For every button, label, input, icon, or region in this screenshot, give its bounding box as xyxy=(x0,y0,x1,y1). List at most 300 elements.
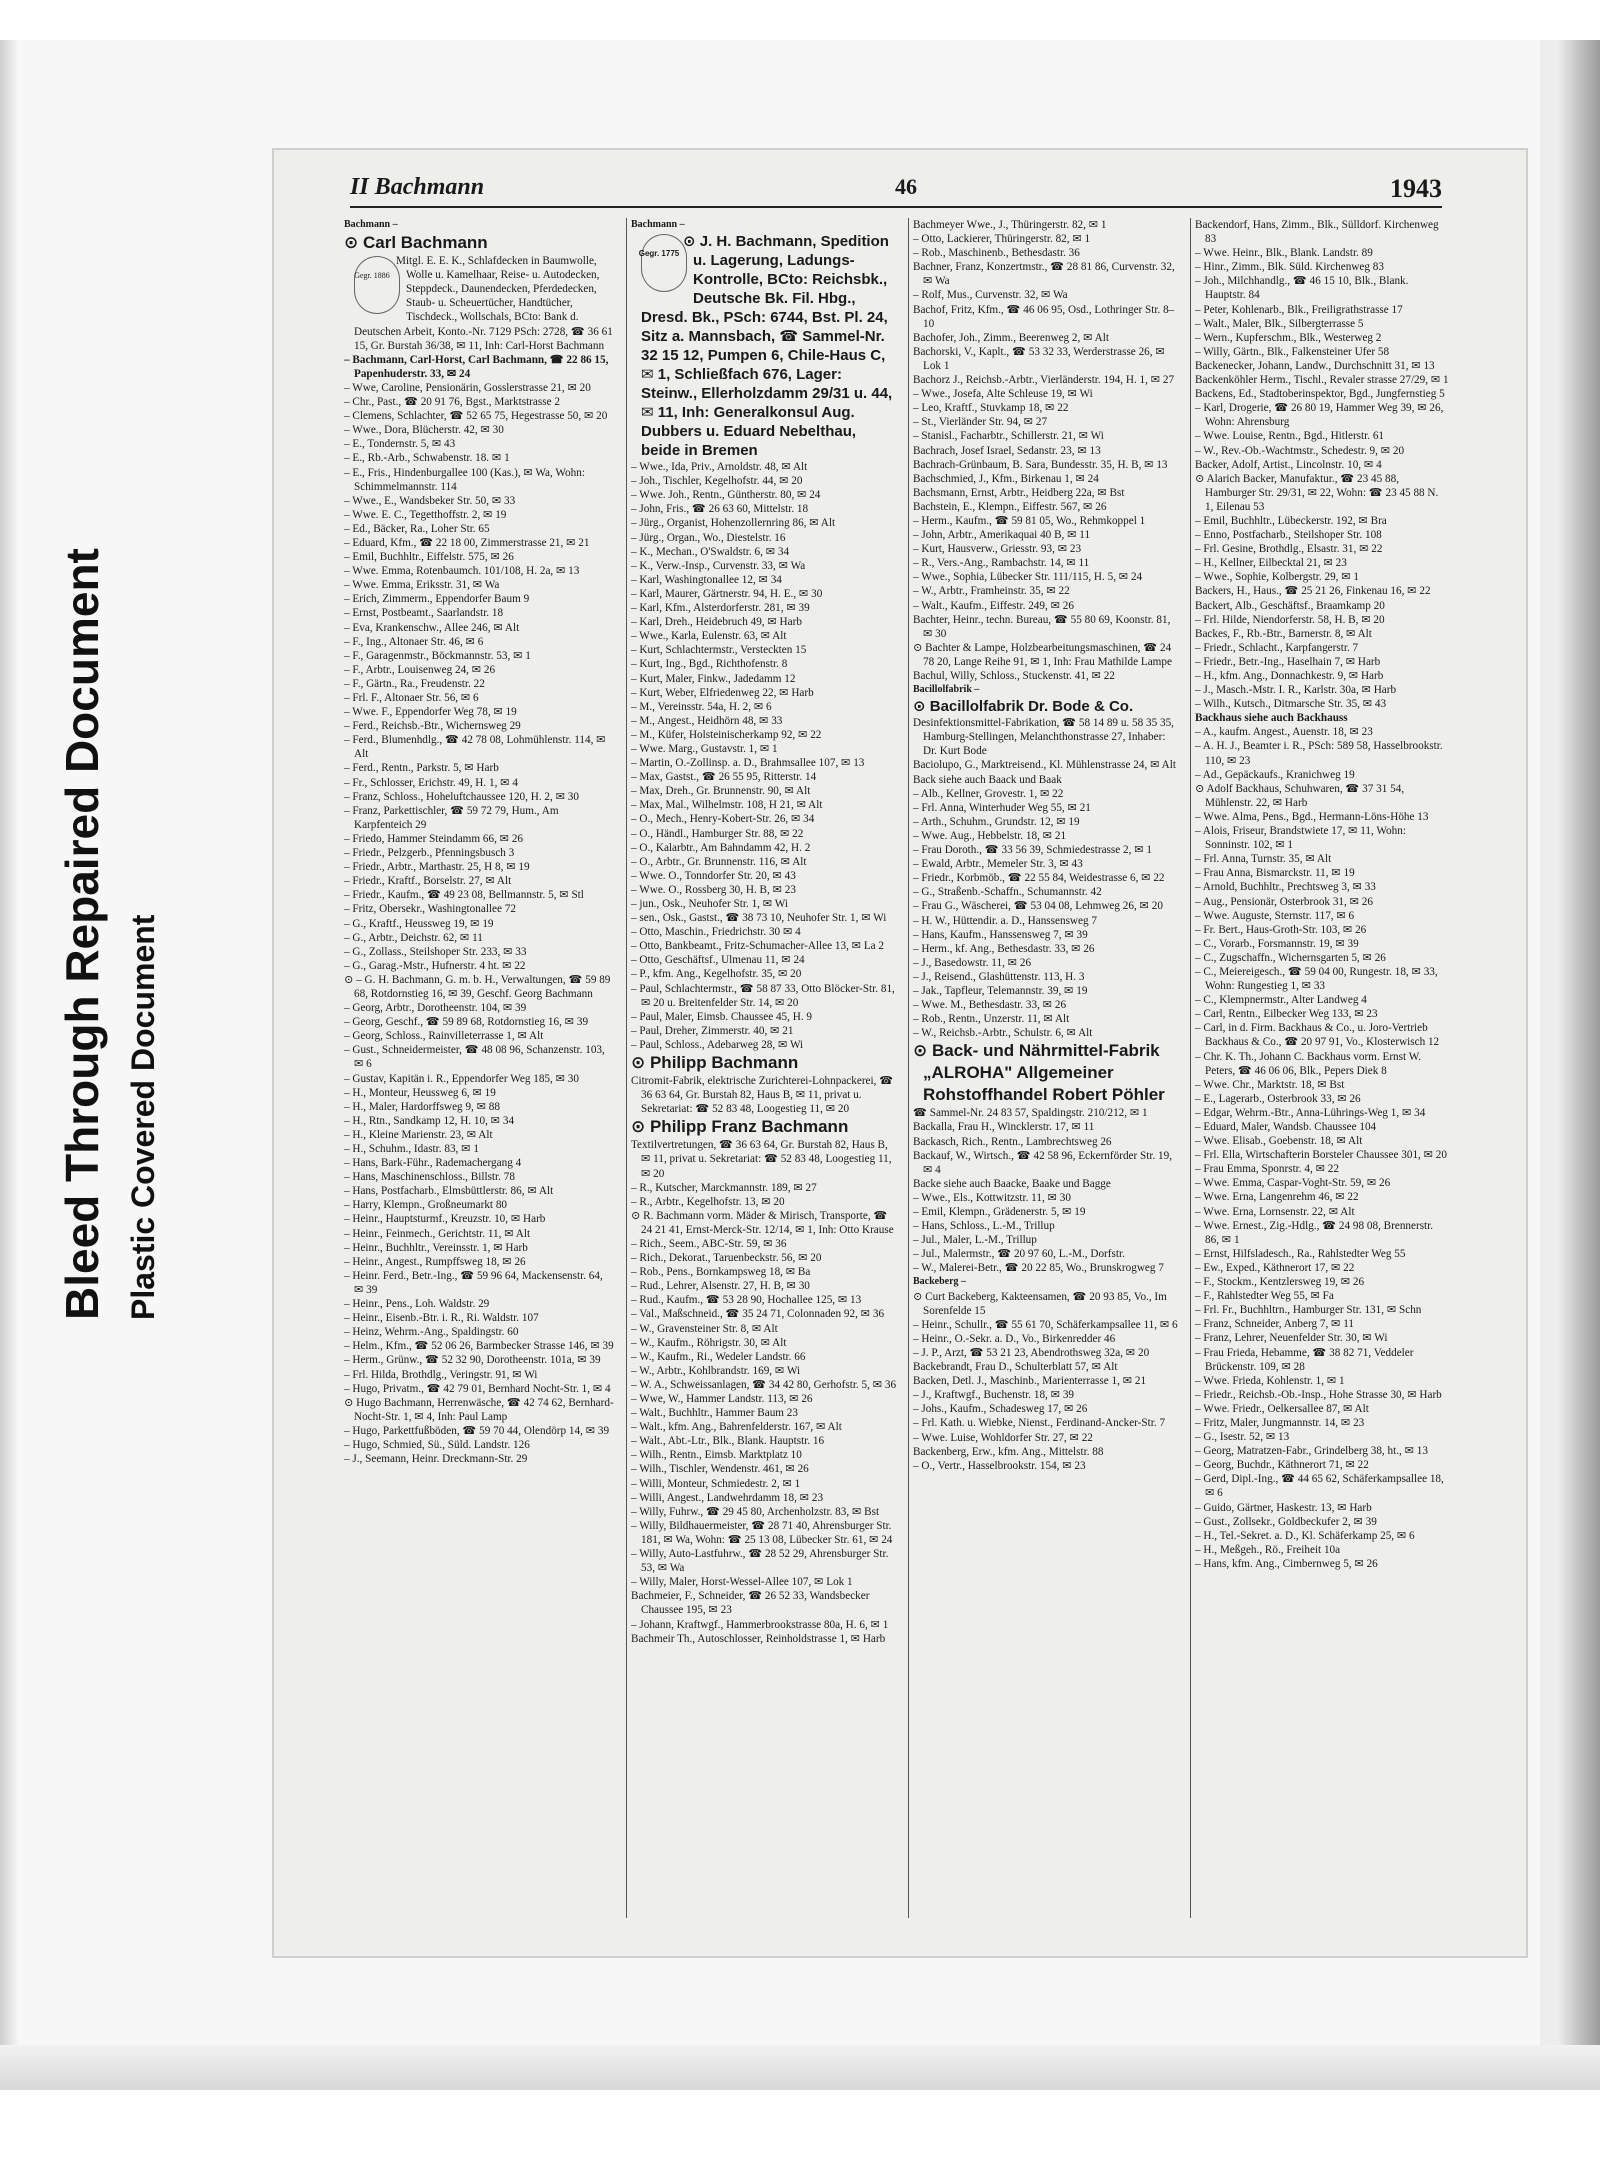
page-number: 46 xyxy=(895,174,917,199)
entry-text: – R., Vers.-Ang., Rambachstr. 14, ✉ 11 xyxy=(913,557,1090,570)
entry-text: – Arth., Schuhm., Grundstr. 12, ✉ 19 xyxy=(913,815,1080,828)
entry-text: – Chr. K. Th., Johann C. Backhaus vorm. Ernst W. Peters, ☎ 46 06 06, Blk., Pepers Diek 8 xyxy=(1195,1050,1422,1077)
entry-text: ⊙ Bachter & Lampe, Holzbearbeitungsmaschinen, ☎ 24 78 20, Lange Reihe 91, ✉ 1, Inh: Frau Mathilde Lampe xyxy=(913,641,1172,668)
directory-entry xyxy=(1195,1092,1449,1106)
directory-entry xyxy=(913,401,1179,415)
entry-text: – E., Rb.-Arb., Schwabenstr. 18. ✉ 1 xyxy=(344,452,510,465)
directory-entry xyxy=(913,669,1179,683)
entry-text: – Frl. Hilda, Brothdlg., Veringstr. 91, ✉ Wi xyxy=(344,1368,538,1381)
directory-entry xyxy=(1195,1106,1449,1120)
directory-entry xyxy=(913,899,1179,913)
directory-entry xyxy=(631,1547,897,1575)
directory-entry xyxy=(913,613,1179,641)
directory-entry xyxy=(913,942,1179,956)
directory-entry xyxy=(344,635,614,649)
entry-text: – Jul., Maler, L.-M., Trillup xyxy=(913,1234,1037,1247)
directory-entry xyxy=(344,1128,614,1142)
entry-text: ⊙ Curt Backeberg, Kakteensamen, ☎ 20 93 85, Vo., Im Sorenfelde 15 xyxy=(913,1290,1167,1317)
directory-entry xyxy=(344,232,614,254)
directory-entry xyxy=(344,1212,614,1226)
entry-text: – Fr. Bert., Haus-Groth-Str. 103, ✉ 26 xyxy=(1195,923,1367,936)
directory-entry xyxy=(1195,1219,1449,1247)
directory-entry xyxy=(1195,1148,1449,1162)
directory-entry xyxy=(1195,1402,1449,1416)
entry-text: – Franz, Schloss., Hoheluftchaussee 120, H. 2, ✉ 30 xyxy=(344,790,579,803)
directory-entry xyxy=(631,1505,897,1519)
directory-entry xyxy=(344,1424,614,1438)
directory-entry xyxy=(631,855,897,869)
entry-text: – H., Monteur, Heussweg 6, ✉ 19 xyxy=(344,1086,496,1099)
directory-entry xyxy=(913,542,1179,556)
directory-entry xyxy=(344,621,614,635)
directory-entry xyxy=(1195,1543,1449,1557)
directory-entry xyxy=(631,1392,897,1406)
scan-edge-right xyxy=(1540,40,1600,2090)
entry-text: – P., kfm. Ang., Kegelhofstr. 35, ✉ 20 xyxy=(631,968,802,981)
entry-text: – Clemens, Schlachter, ☎ 52 65 75, Hegestrasse 50, ✉ 20 xyxy=(344,410,608,423)
entry-text: ⊙ Back- und Nährmittel-Fabrik „ALROHA" Allgemeiner Rohstoffhandel Robert Pöhler xyxy=(913,1041,1165,1105)
entry-text: – John, Arbtr., Amerikaquai 40 B, ✉ 11 xyxy=(913,529,1091,542)
directory-entry xyxy=(1195,1331,1449,1345)
directory-entry xyxy=(344,902,614,916)
directory-entry xyxy=(344,466,614,494)
directory-entry xyxy=(631,897,897,911)
entry-text: – H., Schuhm., Idastr. 83, ✉ 1 xyxy=(344,1143,479,1155)
directory-entry xyxy=(913,1431,1179,1445)
entry-text: – Emil, Buchhltr., Lübeckerstr. 192, ✉ Bra xyxy=(1195,514,1387,527)
entry-text: Back siehe auch Baack und Baak xyxy=(913,773,1062,786)
entry-text: – Friedr., Schlacht., Karpfangerstr. 7 xyxy=(1195,641,1359,654)
directory-entry xyxy=(1195,824,1449,852)
entry-text: Backe siehe auch Baacke, Baake und Bagge xyxy=(913,1177,1111,1190)
directory-entry xyxy=(631,728,897,742)
entry-text: – Willi, Angest., Landwehrdamm 18, ✉ 23 xyxy=(631,1491,824,1504)
entry-text: – Johs., Kaufm., Schadesweg 17, ✉ 26 xyxy=(913,1403,1088,1416)
entry-text: – Hans, Bark-Führ., Rademachergang 4 xyxy=(344,1157,522,1170)
entry-text: – Wwe. Ernest., Zig.-Hdlg., ☎ 24 98 08, Brennerstr. 86, ✉ 1 xyxy=(1195,1219,1434,1246)
directory-entry xyxy=(631,1519,897,1547)
directory-entry xyxy=(1195,345,1449,359)
directory-entry xyxy=(344,1072,614,1086)
directory-entry xyxy=(913,500,1179,514)
directory-entry xyxy=(344,437,614,451)
entry-text: – F., Arbtr., Louisenweg 24, ✉ 26 xyxy=(344,663,496,676)
entry-text: – Friedr., Pelzgerb., Pfenningsbusch 3 xyxy=(344,847,515,860)
directory-entry xyxy=(1195,1472,1449,1500)
directory-entry xyxy=(344,409,614,423)
entry-text: – Frl. Kath. u. Wiebke, Nienst., Ferdinand-Ancker-Str. 7 xyxy=(913,1417,1166,1430)
entry-text: – Rob., Rentn., Unzerstr. 11, ✉ Alt xyxy=(913,1013,1070,1026)
directory-entry xyxy=(1195,1515,1449,1529)
directory-entry xyxy=(1195,1134,1449,1148)
entry-text: – Guido, Gärtner, Haskestr. 13, ✉ Harb xyxy=(1195,1501,1372,1514)
entry-text: – Frl. Hilde, Niendorferstr. 58, H. B, ✉ 20 xyxy=(1195,613,1385,626)
directory-entry xyxy=(344,874,614,888)
entry-text: – C., Zugschaffn., Wichernsgarten 5, ✉ 26 xyxy=(1195,951,1386,964)
entry-text: – J. P., Arzt, ☎ 53 21 23, Abendrothsweg 32a, ✉ 20 xyxy=(913,1346,1150,1359)
entry-text: – Kurt, Ing., Bgd., Richthofenstr. 8 xyxy=(631,658,788,671)
entry-text: – Enno, Postfacharb., Steilshoper Str. 108 xyxy=(1195,529,1382,542)
entry-text: – Karl, Maurer, Gärtnerstr. 94, H. E., ✉ 30 xyxy=(631,587,823,600)
directory-entry xyxy=(913,303,1179,331)
directory-entry xyxy=(631,1251,897,1265)
directory-entry xyxy=(631,573,897,587)
entry-text: – G., Isestr. 52, ✉ 13 xyxy=(1195,1431,1290,1444)
directory-entry xyxy=(344,888,614,902)
entry-text: – Hugo, Privatm., ☎ 42 79 01, Bernhard Nocht-Str. 1, ✉ 4 xyxy=(344,1382,611,1395)
entry-text: – Rich., Dekorat., Taruenbeckstr. 56, ✉ 20 xyxy=(631,1252,822,1265)
entry-text: – Kurt, Maler, Finkw., Jadedamm 12 xyxy=(631,672,796,685)
entry-text: – Aug., Pensionär, Osterbrook 31, ✉ 26 xyxy=(1195,895,1373,908)
entry-text: – Val., Maßschneid., ☎ 35 24 71, Colonnaden 92, ✉ 36 xyxy=(631,1308,885,1321)
entry-text: – Friedr., Kraftf., Borselstr. 27, ✉ Alt xyxy=(344,875,512,888)
entry-text: Bachschmied, J., Kfm., Birkenau 1, ✉ 24 xyxy=(913,472,1099,485)
directory-entry xyxy=(631,531,897,545)
entry-text: – Herm., Grünw., ☎ 52 32 90, Dorotheenstr. 101a, ✉ 39 xyxy=(344,1354,601,1367)
directory-entry xyxy=(1195,1120,1449,1134)
directory-entry xyxy=(631,939,897,953)
entry-text: – Hugo, Parkettfußböden, ☎ 59 70 44, Olendörp 14, ✉ 39 xyxy=(344,1424,610,1437)
entry-text: – Fritz, Maler, Jungmannstr. 14, ✉ 23 xyxy=(1195,1416,1365,1429)
entry-text: – Frau Doroth., ☎ 33 56 39, Schmiedestrasse 2, ✉ 1 xyxy=(913,844,1152,857)
directory-entry xyxy=(913,458,1179,472)
entry-text: – W., Reichsb.-Arbtr., Schulstr. 6, ✉ Alt xyxy=(913,1027,1093,1040)
entry-text: ⊙ Carl Bachmann xyxy=(344,233,488,253)
directory-entry xyxy=(631,1406,897,1420)
entry-text: Citromit-Fabrik, elektrische Zurichterei-Lohnpackerei, ☎ 36 63 64, Gr. Burstah 82, Haus B, ✉ 11, privat u. Sekretariat: ☎ 52 83 48, Loogestieg 11, ✉ 20 xyxy=(631,1075,894,1116)
entry-text: Bachmann – xyxy=(631,219,685,230)
entry-text: – Heinr., Eisenb.-Btr. i. R., Ri. Waldstr. 107 xyxy=(344,1312,539,1325)
entry-text: – Frau Anna, Bismarckstr. 11, ✉ 19 xyxy=(1195,867,1355,880)
directory-entry xyxy=(1195,923,1449,937)
directory-entry xyxy=(344,1227,614,1241)
entry-text: Backenköhler Herm., Tischl., Revaler strasse 27/29, ✉ 1 xyxy=(1195,374,1449,387)
entry-text: – Friedr., Korbmöb., ☎ 22 55 84, Weidestrasse 6, ✉ 22 xyxy=(913,872,1165,885)
directory-entry xyxy=(344,776,614,790)
entry-text: – J., Basedowstr. 11, ✉ 26 xyxy=(913,956,1032,969)
directory-entry xyxy=(913,288,1179,302)
entry-text: – M., Küfer, Holsteinischerkamp 92, ✉ 22 xyxy=(631,728,822,741)
entry-text: – Joh., Tischler, Kegelhofstr. 44, ✉ 20 xyxy=(631,475,803,488)
entry-text: – E., Lagerarb., Osterbrook 33, ✉ 26 xyxy=(1195,1092,1361,1105)
directory-entry xyxy=(913,415,1179,429)
entry-text: – Paul, Dreher, Zimmerstr. 40, ✉ 21 xyxy=(631,1024,794,1037)
entry-text: – Wwe., Sophie, Kolbergstr. 29, ✉ 1 xyxy=(1195,571,1360,584)
entry-text: – Gerd, Dipl.-Ing., ☎ 44 65 62, Schäferkampsallee 18, ✉ 6 xyxy=(1195,1473,1444,1500)
entry-text: Backendorf, Hans, Zimm., Blk., Sülldorf. Kirchenweg 83 xyxy=(1195,219,1439,246)
directory-entry xyxy=(913,1149,1179,1177)
directory-entry xyxy=(1195,1303,1449,1317)
directory-entry xyxy=(1195,711,1449,725)
entry-text: – Alois, Friseur, Brandstwiete 17, ✉ 11, Wohn: Sonninstr. 102, ✉ 1 xyxy=(1195,825,1406,852)
directory-entry xyxy=(913,1402,1179,1416)
directory-entry xyxy=(913,1205,1179,1219)
entry-text: – W. A., Schweissanlagen, ☎ 34 42 80, Gerhofstr. 5, ✉ 36 xyxy=(631,1378,897,1391)
entry-text: – H., Kellner, Eilbecktal 21, ✉ 23 xyxy=(1195,557,1347,570)
directory-entry xyxy=(631,1618,897,1632)
directory-entry xyxy=(344,1043,614,1071)
entry-text: – Wwe. F., Eppendorfer Weg 78, ✉ 19 xyxy=(344,706,517,719)
firm-seal-icon: Gegr. 1886 xyxy=(354,256,400,314)
directory-entry xyxy=(913,246,1179,260)
entry-text: – K., Mechan., O'Swaldstr. 6, ✉ 34 xyxy=(631,545,790,558)
firm-seal-icon: Gegr. 1775 xyxy=(641,234,687,292)
directory-entry xyxy=(631,686,897,700)
entry-text: – sen., Osk., Gastst., ☎ 38 73 10, Neuhofer Str. 1, ✉ Wi xyxy=(631,912,887,925)
entry-text: – Heinz, Wehrm.-Ang., Spaldingstr. 60 xyxy=(344,1326,519,1339)
directory-entry xyxy=(1195,1416,1449,1430)
entry-text: – Erich, Zimmerm., Eppendorfer Baum 9 xyxy=(344,593,530,606)
plastic-covered-label: Plastic Covered Document xyxy=(125,914,161,1320)
directory-entry xyxy=(1195,1176,1449,1190)
directory-entry xyxy=(913,829,1179,843)
directory-entry xyxy=(631,1378,897,1392)
entry-text: – Walt., Abt.-Ltr., Blk., Blank. Hauptstr. 16 xyxy=(631,1435,825,1448)
entry-text: – Harry, Klempn., Großneumarkt 80 xyxy=(344,1199,508,1212)
directory-entry xyxy=(631,1336,897,1350)
entry-text: – Wwe. Erna, Langenrehm 46, ✉ 22 xyxy=(1195,1191,1359,1204)
entry-text: Bachsmann, Ernst, Arbtr., Heidberg 22a, ✉ Bst xyxy=(913,486,1125,499)
directory-entry xyxy=(1195,1346,1449,1374)
entry-text: – Ewald, Arbtr., Memeler Str. 3, ✉ 43 xyxy=(913,858,1083,871)
entry-text: – F., Stockm., Kentzlersweg 19, ✉ 26 xyxy=(1195,1276,1365,1289)
entry-text: ☎ Sammel-Nr. 24 83 57, Spaldingstr. 210/212, ✉ 1 xyxy=(913,1107,1148,1120)
entry-text: – Herm., Kaufm., ☎ 59 81 05, Wo., Rehmkoppel 1 xyxy=(913,514,1146,527)
directory-entry xyxy=(344,578,614,592)
entry-text: – Otto, Bankbeamt., Fritz-Schumacher-Allee 13, ✉ La 2 xyxy=(631,940,885,953)
entry-text: – Jul., Malermstr., ☎ 20 97 60, L.-M., Dorfstr. xyxy=(913,1248,1125,1261)
repaired-label: Repaired Document xyxy=(56,548,108,983)
entry-text: – Willy, Gärtn., Blk., Falkensteiner Ufer 58 xyxy=(1195,345,1390,358)
entry-text: – Walt., Buchhltr., Hammer Baum 23 xyxy=(631,1407,798,1420)
entry-text: – Edgar, Wehrm.-Btr., Anna-Lührings-Weg 1, ✉ 34 xyxy=(1195,1106,1426,1119)
directory-entry xyxy=(344,536,614,550)
entry-text: – Wwe. Erna, Lornsenstr. 22, ✉ Alt xyxy=(1195,1205,1355,1218)
entry-text: – Karl, Dreh., Heidebruch 49, ✉ Harb xyxy=(631,616,802,629)
directory-entry xyxy=(1195,317,1449,331)
entry-text: – Georg, Matratzen-Fabr., Grindelberg 38, ht., ✉ 13 xyxy=(1195,1445,1428,1458)
entry-text: – Frau G., Wäscherei, ☎ 53 04 08, Lehmweg 26, ✉ 20 xyxy=(913,900,1163,913)
entry-text: – Friedr., Arbtr., Marthastr. 25, H 8, ✉ 19 xyxy=(344,861,530,874)
directory-entry xyxy=(344,945,614,959)
directory-entry xyxy=(1195,542,1449,556)
page-header xyxy=(350,174,1442,208)
entry-text: – Wwe. Alma, Pens., Bgd., Hermann-Löns-Höhe 13 xyxy=(1195,810,1429,823)
entry-text: – Wwe. O., Rossberg 30, H. B, ✉ 23 xyxy=(631,883,796,896)
entry-text: – Hans, Postfacharb., Elmsbüttlerstr. 86, ✉ Alt xyxy=(344,1185,554,1198)
directory-entry xyxy=(344,254,614,353)
directory-entry xyxy=(344,1339,614,1353)
entry-text: – Karl, Kfm., Alsterdorferstr. 281, ✉ 39 xyxy=(631,602,810,615)
directory-entry xyxy=(913,956,1179,970)
entry-text: – Wwe. Emma, Rotenbaumch. 101/108, H. 2a, ✉ 13 xyxy=(344,565,580,578)
entry-text: – Paul, Schloss., Adebarweg 28, ✉ Wi xyxy=(631,1038,804,1051)
directory-entry xyxy=(631,812,897,826)
directory-entry xyxy=(913,528,1179,542)
directory-entry xyxy=(913,472,1179,486)
entry-text: – Wwe. Aug., Hebbelstr. 18, ✉ 21 xyxy=(913,829,1067,842)
entry-text: – J., Kraftwgf., Buchenstr. 18, ✉ 39 xyxy=(913,1389,1075,1402)
entry-text: – Wwe. Louise, Rentn., Bgd., Hitlerstr. 61 xyxy=(1195,430,1385,443)
entry-text: – Gust., Schneidermeister, ☎ 48 08 96, Schanzenstr. 103, ✉ 6 xyxy=(344,1044,605,1071)
entry-text: – Carl, in d. Firm. Backhaus & Co., u. Joro-Vertrieb Backhaus & Co., ☎ 20 97 91, Vo., Klosterwisch 12 xyxy=(1195,1022,1440,1049)
directory-entry xyxy=(1195,1007,1449,1021)
directory-entry xyxy=(344,1170,614,1184)
entry-text: Bachof, Fritz, Kfm., ☎ 46 06 95, Osd., Lothringer Str. 8–10 xyxy=(913,303,1175,330)
entry-text: – Franz, Parkettischler, ☎ 59 72 79, Hum., Am Karpfenteich 29 xyxy=(344,804,559,831)
directory-entry xyxy=(631,1024,897,1038)
entry-text: – Kurt, Weber, Elfriedenweg 22, ✉ Harb xyxy=(631,686,814,699)
directory-entry xyxy=(631,1307,897,1321)
entry-text: – Franz, Lehrer, Neuenfelder Str. 30, ✉ Wi xyxy=(1195,1332,1388,1345)
entry-text: – W., Arbtr., Framheinstr. 35, ✉ 22 xyxy=(913,585,1070,598)
entry-text: Backasch, Rich., Rentn., Lambrechtsweg 26 xyxy=(913,1135,1112,1148)
entry-text: – Frl. F., Altonaer Str. 56, ✉ 6 xyxy=(344,692,479,704)
entry-text: – Heinr., Buchhltr., Vereinsstr. 1, ✉ Harb xyxy=(344,1241,528,1254)
directory-entry xyxy=(1195,1289,1449,1303)
entry-text: – Heinr., Angest., Rumpffsweg 18, ✉ 26 xyxy=(344,1255,526,1268)
entry-text: – O., Mech., Henry-Kobert-Str. 26, ✉ 34 xyxy=(631,813,815,826)
entry-text: – Walt., kfm. Ang., Bahrenfelderstr. 167, ✉ Alt xyxy=(631,1421,842,1434)
entry-text: Backenecker, Johann, Landw., Durchschnitt 31, ✉ 13 xyxy=(1195,359,1435,372)
directory-entry xyxy=(631,460,897,474)
entry-text: – Wwe. Frieda, Kohlenstr. 1, ✉ 1 xyxy=(1195,1374,1345,1387)
entry-text: – A. H. J., Beamter i. R., PSch: 589 58, Hasselbrookstr. 110, ✉ 23 xyxy=(1195,740,1443,767)
entry-text: – O., Kalarbtr., Am Bahndamm 42, H. 2 xyxy=(631,841,811,854)
directory-entry xyxy=(631,1010,897,1024)
directory-entry xyxy=(631,643,897,657)
directory-entry xyxy=(344,649,614,663)
directory-entry xyxy=(913,758,1179,772)
entry-text: – Wwe., Karla, Eulenstr. 63, ✉ Alt xyxy=(631,630,787,643)
directory-entry xyxy=(1195,373,1449,387)
entry-text: – Wwe. Chr., Marktstr. 18, ✉ Bst xyxy=(1195,1078,1345,1091)
directory-entry xyxy=(1195,669,1449,683)
directory-entry xyxy=(913,387,1179,401)
entry-text: Bachmeier, F., Schneider, ☎ 26 52 33, Wandsbecker Chaussee 195, ✉ 23 xyxy=(631,1590,870,1617)
entry-text: Backens, Ed., Stadtoberinspektor, Bgd., Jungfernstieg 5 xyxy=(1195,388,1445,401)
entry-text: – Franz, Schneider, Anberg 7, ✉ 11 xyxy=(1195,1318,1354,1331)
directory-entry xyxy=(344,381,614,395)
entry-text: – Frl. Gesine, Brothdlg., Elsastr. 31, ✉ 22 xyxy=(1195,543,1383,556)
directory-entry xyxy=(1195,1501,1449,1515)
entry-text: – Frl. Fr., Buchhltrn., Hamburger Str. 131, ✉ Schn xyxy=(1195,1304,1422,1317)
entry-text: – Willy, Auto-Lastfuhrw., ☎ 28 52 29, Ahrensburger Str. 53, ✉ Wa xyxy=(631,1548,889,1575)
directory-entry xyxy=(1195,359,1449,373)
directory-entry xyxy=(913,1040,1179,1106)
entry-text: – Paul, Schlachtermstr., ☎ 58 87 33, Otto Blöcker-Str. 81, ✉ 20 u. Breitenfelder Str. 14, ✉ 20 xyxy=(631,982,895,1009)
entry-text: – O., Händl., Hamburger Str. 88, ✉ 22 xyxy=(631,827,804,840)
directory-entry xyxy=(344,1311,614,1325)
directory-entry xyxy=(344,353,614,381)
directory-entry xyxy=(1195,965,1449,993)
directory-entry xyxy=(344,1241,614,1255)
entry-text: Desinfektionsmittel-Fabrikation, ☎ 58 14 89 u. 58 35 35, Hamburg-Stellingen, Melanchthonstrasse 27, Inhaber: Dr. Kurt Bode xyxy=(913,717,1174,758)
directory-entry xyxy=(344,663,614,677)
directory-entry xyxy=(631,1038,897,1052)
directory-entry xyxy=(631,967,897,981)
directory-entry xyxy=(631,1052,897,1074)
entry-text: Bachrach, Josef Israel, Sedanstr. 23, ✉ 13 xyxy=(913,444,1101,457)
entry-text: – Ew., Exped., Käthnerort 17, ✉ 22 xyxy=(1195,1261,1355,1274)
directory-entry xyxy=(344,395,614,409)
directory-entry xyxy=(344,719,614,733)
entry-text: – Max, Mal., Wilhelmstr. 108, H 21, ✉ Alt xyxy=(631,799,823,812)
entry-text: – Peter, Kohlenarb., Blk., Freiligrathstrasse 17 xyxy=(1195,303,1403,316)
directory-entry xyxy=(1195,1205,1449,1219)
entry-text: – Heinr., Pens., Loh. Waldstr. 29 xyxy=(344,1298,490,1311)
directory-entry xyxy=(1195,810,1449,824)
directory-entry xyxy=(631,1420,897,1434)
directory-entry xyxy=(344,1100,614,1114)
directory-entry xyxy=(913,1026,1179,1040)
entry-text: Backert, Alb., Geschäftsf., Braamkamp 20 xyxy=(1195,599,1385,612)
entry-text: – Johann, Kraftwgf., Hammerbrookstrasse 80a, H. 6, ✉ 1 xyxy=(631,1618,889,1631)
entry-text: – Gust., Zollsekr., Goldbeckufer 2, ✉ 39 xyxy=(1195,1515,1377,1528)
entry-text: Bachmann – xyxy=(344,219,398,230)
directory-entry xyxy=(913,1135,1179,1149)
entry-text: – Karl, Drogerie, ☎ 26 80 19, Hammer Weg 39, ✉ 26, Wohn: Ahrensburg xyxy=(1195,402,1444,429)
directory-entry xyxy=(631,545,897,559)
entry-text: – Frau Frieda, Hebamme, ☎ 38 82 71, Veddeler Brückenstr. 109, ✉ 28 xyxy=(1195,1346,1414,1373)
entry-text: – Rud., Lehrer, Alsenstr. 27, H. B, ✉ 30 xyxy=(631,1280,810,1293)
entry-text: – G., Arbtr., Deichstr. 62, ✉ 11 xyxy=(344,931,483,944)
directory-entry xyxy=(344,423,614,437)
entry-text: Bachofer, Joh., Zimm., Beerenweg 2, ✉ Alt xyxy=(913,331,1109,344)
directory-entry xyxy=(1195,768,1449,782)
entry-text: – G., Garag.-Mstr., Hufnerstr. 4 ht. ✉ 22 xyxy=(344,959,526,972)
entry-text: – Jürg., Organ., Wo., Diestelstr. 16 xyxy=(631,531,786,544)
entry-text: – Wwe. Luise, Wohldorfer Str. 27, ✉ 22 xyxy=(913,1431,1093,1444)
column-2 xyxy=(626,218,897,1918)
directory-entry xyxy=(344,973,614,1001)
directory-entry xyxy=(1195,514,1449,528)
directory-entry xyxy=(913,641,1179,669)
entry-text: Backauf, W., Wirtsch., ☎ 42 58 96, Eckernförder Str. 19, ✉ 4 xyxy=(913,1149,1173,1176)
entry-text: Bachner, Franz, Konzertmstr., ☎ 28 81 86, Curvenstr. 32, ✉ Wa xyxy=(913,261,1175,288)
entry-text: – Wilh., Kutsch., Ditmarsche Str. 35, ✉ 43 xyxy=(1195,698,1387,711)
directory-entry xyxy=(344,1438,614,1452)
entry-text: – Wwe. Emma, Caspar-Voght-Str. 59, ✉ 26 xyxy=(1195,1177,1391,1190)
directory-entry xyxy=(913,1374,1179,1388)
directory-entry xyxy=(344,733,614,761)
entry-text: – Paul, Maler, Eimsb. Chaussee 45, H. 9 xyxy=(631,1010,813,1023)
directory-entry xyxy=(631,1350,897,1364)
directory-entry xyxy=(344,1142,614,1156)
directory-entry xyxy=(913,998,1179,1012)
directory-entry xyxy=(913,1247,1179,1261)
entry-text: – E., Tondernstr. 5, ✉ 43 xyxy=(344,438,456,451)
directory-entry xyxy=(913,683,1179,697)
entry-text: – Wwe, Caroline, Pensionärin, Gosslerstrasse 21, ✉ 20 xyxy=(344,381,591,394)
running-head: II Bachmann xyxy=(350,174,485,200)
entry-text: Backer, Adolf, Artist., Lincolnstr. 10, ✉ 4 xyxy=(1195,458,1382,471)
directory-entry xyxy=(913,331,1179,345)
entry-text: Backhaus siehe auch Backhauss xyxy=(1195,712,1348,725)
entry-text: – Max, Dreh., Gr. Brunnenstr. 90, ✉ Alt xyxy=(631,785,811,798)
directory-entry xyxy=(913,373,1179,387)
entry-text: – F., Garagenmstr., Böckmannstr. 53, ✉ 1 xyxy=(344,649,531,662)
directory-entry xyxy=(913,345,1179,373)
entry-text: – Rolf, Mus., Curvenstr. 32, ✉ Wa xyxy=(913,289,1068,302)
directory-entry xyxy=(1195,1444,1449,1458)
directory-entry xyxy=(1195,866,1449,880)
entry-text: – W., Arbtr., Kohlbrandstr. 169, ✉ Wi xyxy=(631,1364,801,1377)
entry-text: – Heinr., O.-Sekr. a. D., Vo., Birkenredder 46 xyxy=(913,1332,1116,1345)
directory-entry xyxy=(631,1434,897,1448)
entry-text: – Georg, Buchdr., Käthnerort 71, ✉ 22 xyxy=(1195,1459,1369,1472)
entry-text: Backes, F., Rb.-Btr., Barnerstr. 8, ✉ Alt xyxy=(1195,627,1372,640)
